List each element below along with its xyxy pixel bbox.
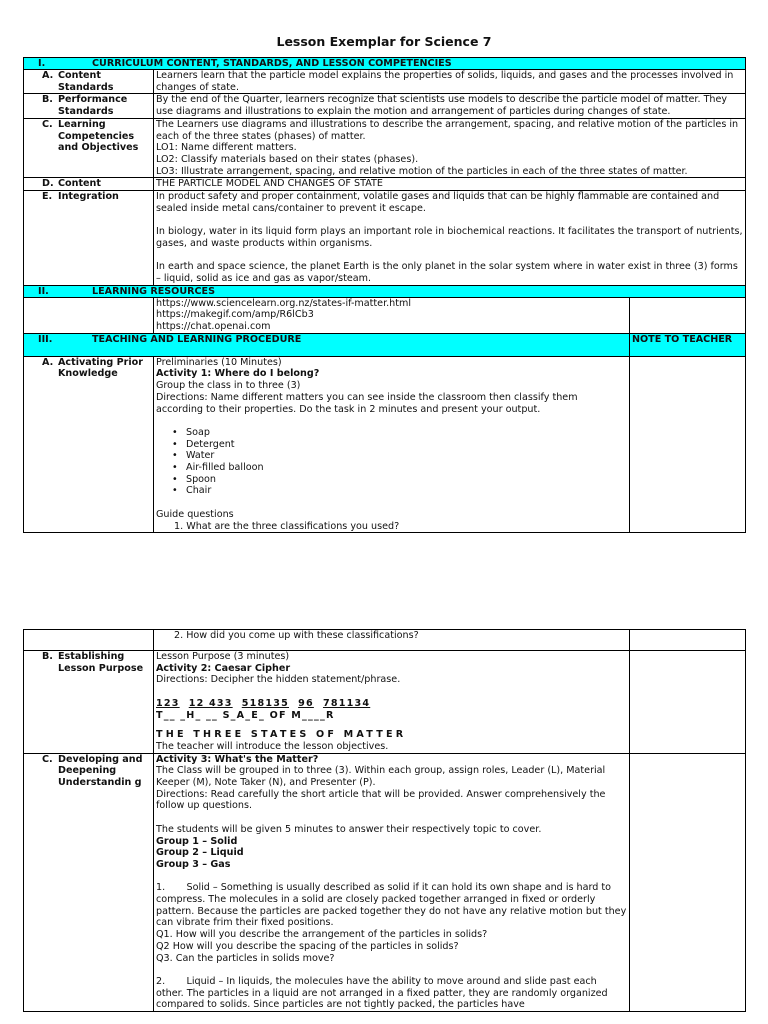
activity-title: Activity 2: Caesar Cipher bbox=[156, 662, 291, 674]
group-topic: Group 2 – Liquid bbox=[156, 847, 244, 859]
note-to-teacher-header: NOTE TO TEACHER bbox=[630, 333, 746, 356]
integration-paragraph: In biology, water in its liquid form plays an important role in biochemical reactions. It facilitates the transport of nutrients, gases, and waste products within organisms. bbox=[156, 226, 743, 249]
section-number: I. bbox=[38, 58, 46, 69]
row-letter: B. bbox=[42, 651, 53, 662]
row-letter: D. bbox=[42, 178, 54, 190]
cipher-word: 781134 bbox=[322, 697, 371, 709]
matter-list bbox=[156, 427, 627, 497]
row-letter: B. bbox=[42, 94, 53, 106]
row-label: Activating Prior Knowledge bbox=[58, 356, 143, 380]
objective-lo1: LO1: Name different matters. bbox=[156, 142, 297, 154]
row-label: Learning Competencies and Objectives bbox=[58, 118, 139, 154]
row-content bbox=[24, 178, 746, 191]
row-label: Content bbox=[58, 178, 101, 190]
row-text: Learners learn that the particle model explains the properties of solids, liquids, and gases and the processes involved in changes of state. bbox=[154, 70, 746, 94]
cipher-numbers bbox=[156, 698, 627, 710]
section-header-curriculum bbox=[24, 58, 746, 70]
group-topic: Group 1 – Solid bbox=[156, 835, 238, 847]
cipher-word: 12 433 bbox=[188, 697, 233, 709]
directions: Directions: Decipher the hidden statement/phrase. bbox=[156, 674, 401, 686]
section-label: LEARNING RESOURCES bbox=[92, 285, 216, 297]
section-label: TEACHING AND LEARNING PROCEDURE bbox=[92, 333, 302, 345]
row-letter: C. bbox=[42, 753, 53, 765]
list-item: • Water bbox=[178, 450, 627, 462]
solid-question: Q3. Can the particles in solids move? bbox=[156, 952, 335, 964]
integration-paragraph: In earth and space science, the planet Earth is the only planet in the solar system where in water exist in three (3) forms – liquid, solid as ice and gas as vapor/steam. bbox=[156, 261, 738, 284]
cipher-word: 518135 bbox=[241, 697, 290, 709]
section-header-resources bbox=[24, 285, 746, 297]
section-number: III. bbox=[38, 333, 53, 345]
row-label: Developing and Deepening Understandin g bbox=[58, 753, 143, 789]
list-item: • Air-filled balloon bbox=[178, 462, 627, 474]
cipher-answer: THE THREE STATES OF MATTER bbox=[156, 729, 407, 741]
row-text: THE PARTICLE MODEL AND CHANGES OF STATE bbox=[154, 178, 746, 191]
cipher-word: 96 bbox=[298, 697, 314, 709]
row-activating-prior-knowledge bbox=[24, 356, 746, 533]
row-integration bbox=[24, 191, 746, 286]
activity-title: Activity 3: What's the Matter? bbox=[156, 753, 319, 765]
document-title: Lesson Exemplar for Science 7 bbox=[276, 34, 492, 49]
row-label: Establishing Lesson Purpose bbox=[58, 651, 144, 674]
row-letter: A. bbox=[42, 356, 54, 368]
solid-question: Q2 How will you describe the spacing of the particles in solids? bbox=[156, 940, 459, 952]
resource-link[interactable]: https://www.sciencelearn.org.nz/states-if-matter.html bbox=[156, 297, 412, 309]
teacher-intro: The teacher will introduce the lesson objectives. bbox=[156, 740, 389, 752]
guide-questions-heading: Guide questions bbox=[156, 508, 234, 520]
time-instruction: The students will be given 5 minutes to answer their respectively topic to cover. bbox=[156, 823, 542, 835]
lesson-table-page-2 bbox=[23, 629, 746, 1012]
row-learning-competencies bbox=[24, 118, 746, 178]
row-guide-question-continued bbox=[24, 630, 746, 651]
row-content-standards bbox=[24, 70, 746, 94]
resource-link[interactable]: https://chat.openai.com bbox=[156, 321, 271, 333]
objective-lo3: LO3: Illustrate arrangement, spacing, and relative motion of the particles in each of the three states of matter. bbox=[156, 165, 688, 177]
group-instruction: Group the class in to three (3) bbox=[156, 380, 301, 392]
section-number: II. bbox=[38, 285, 49, 297]
grouping-instruction: The Class will be grouped in to three (3). Within each group, assign roles, Leader (L), Material Keeper (M), Note Taker (N), and Presenter (P). bbox=[156, 765, 606, 789]
row-performance-standards bbox=[24, 94, 746, 118]
row-resources bbox=[24, 297, 746, 333]
resource-link[interactable]: https://makegif.com/amp/R6lCb3 bbox=[156, 309, 314, 321]
row-letter: A. bbox=[42, 70, 54, 81]
list-item: • Soap bbox=[178, 427, 627, 439]
directions: Directions: Name different matters you can see inside the classroom then classify them according to their properties. Do the task in 2 minutes and present your output. bbox=[156, 391, 578, 415]
row-label: Content Standards bbox=[58, 70, 114, 93]
lesson-purpose: Lesson Purpose (3 minutes) bbox=[156, 651, 290, 662]
section-header-procedure bbox=[24, 333, 746, 356]
lesson-table-page-1 bbox=[23, 57, 746, 533]
directions: Directions: Read carefully the short article that will be provided. Answer comprehensively the follow up questions. bbox=[156, 788, 606, 812]
guide-question: 1. What are the three classifications you used? bbox=[174, 520, 400, 532]
list-item: • Detergent bbox=[178, 439, 627, 451]
row-letter: C. bbox=[42, 118, 53, 130]
preliminaries: Preliminaries (10 Minutes) bbox=[156, 356, 282, 368]
group-topic: Group 3 – Gas bbox=[156, 858, 231, 870]
cipher-word: 123 bbox=[156, 697, 180, 709]
row-label: Performance Standards bbox=[58, 94, 128, 118]
objective-lo2: LO2: Classify materials based on their states (phases). bbox=[156, 153, 419, 165]
solid-question: Q1. How will you describe the arrangement of the particles in solids? bbox=[156, 929, 488, 941]
list-item: • Spoon bbox=[178, 474, 627, 486]
row-letter: E. bbox=[42, 191, 53, 203]
row-text: By the end of the Quarter, learners recognize that scientists use models to describe the particle model of matter. They use diagrams and illustrations to explain the motion and arrangement of particles during changes of state. bbox=[154, 94, 746, 118]
section-label: CURRICULUM CONTENT, STANDARDS, AND LESSON COMPETENCIES bbox=[92, 58, 452, 69]
guide-question: 2. How did you come up with these classifications? bbox=[174, 630, 419, 641]
cipher-letters: T__ _H_ __ S_A_E_ OF M____R bbox=[156, 709, 335, 721]
solid-article: 1. Solid – Something is usually described as solid if it can hold its own shape and is hard to compress. The molecules in a solid are closely packed together arranged in fixed or orderly pattern. Because the particles are packed together they do not have any relative motion but they can vibrate frim their fixed positions. bbox=[156, 882, 630, 929]
row-developing-understanding bbox=[24, 753, 746, 1011]
competency-text: The Learners use diagrams and illustrations to describe the arrangement, spacing, and relative motion of the particles in each of the three states (phases) of matter. bbox=[156, 118, 739, 142]
integration-paragraph: In product safety and proper containment, volatile gases and liquids that can be highly flammable are contained and sealed inside metal cans/container to prevent it escape. bbox=[156, 191, 720, 214]
liquid-article: 2. Liquid – In liquids, the molecules have the ability to move around and slide past each other. The particles in a liquid are not arranged in a fixed patter, they are randomly organized compared to solids. Since particles are not tightly packed, the particles have bbox=[156, 975, 611, 1011]
row-establishing-lesson-purpose bbox=[24, 651, 746, 754]
row-label: Integration bbox=[58, 191, 119, 203]
list-item: • Chair bbox=[178, 485, 627, 497]
activity-title: Activity 1: Where do I belong? bbox=[156, 368, 320, 380]
